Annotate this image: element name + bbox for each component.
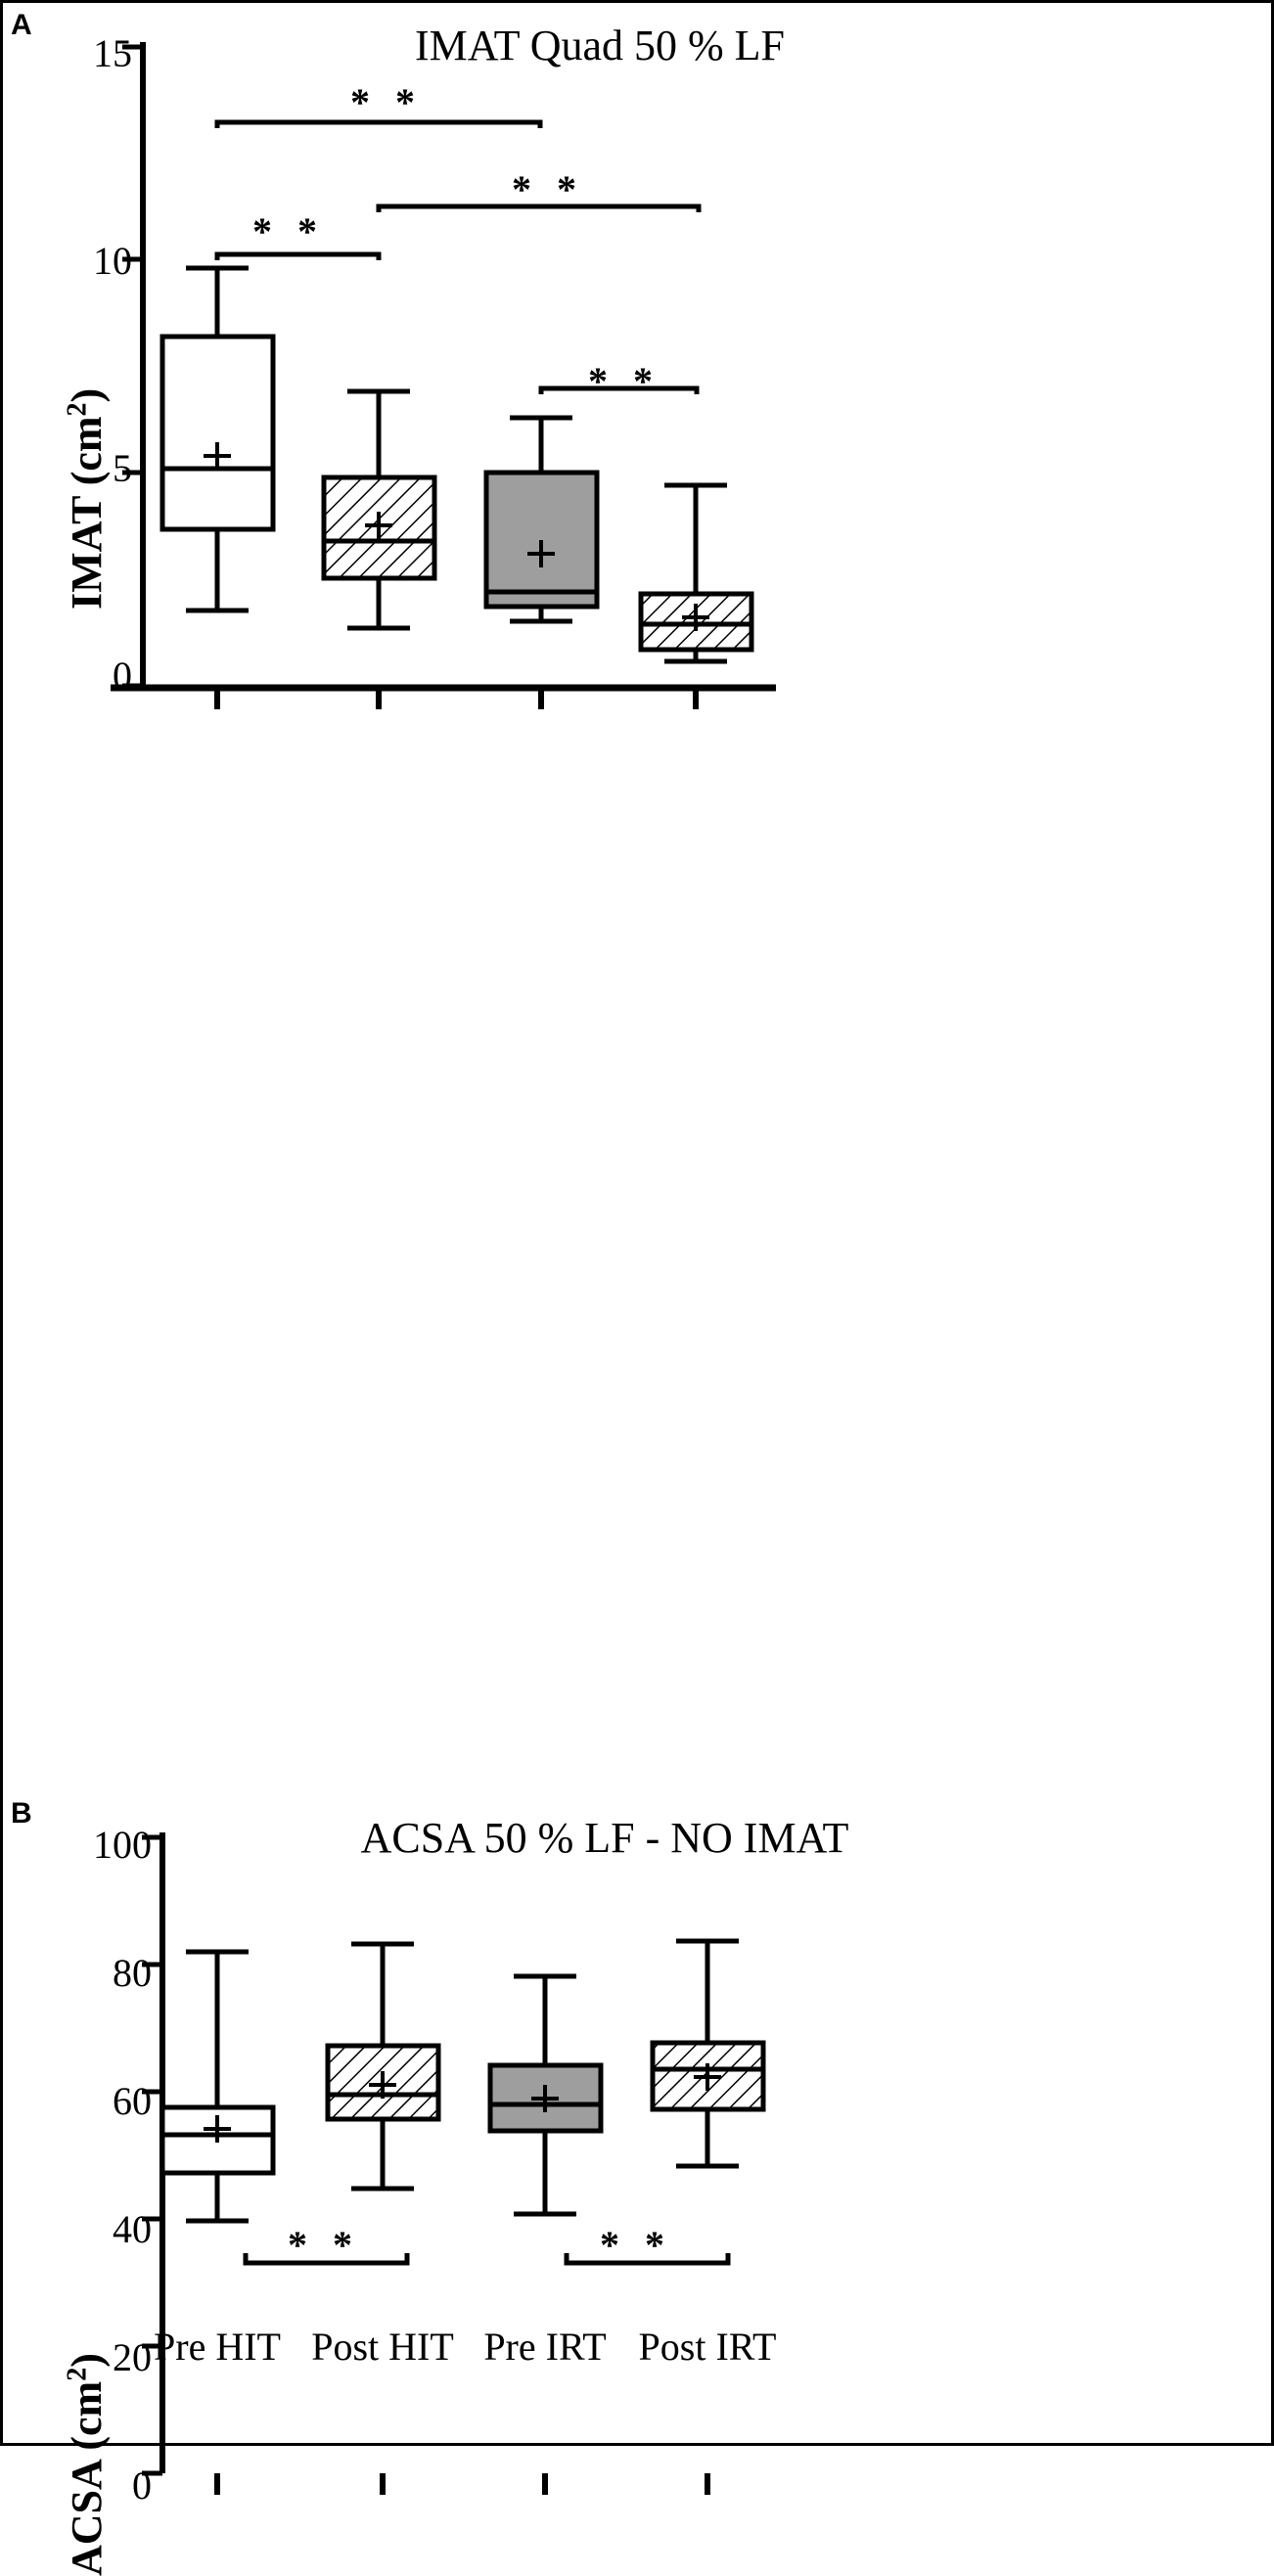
panel-a-plot <box>3 3 1274 1226</box>
panel-a-ytick-15: 15 <box>93 31 132 75</box>
panel-a-letter: A <box>11 9 32 41</box>
panel-a-ytick-10: 10 <box>93 239 132 283</box>
panel-b-sig-1: * * <box>288 2223 360 2267</box>
panel-a-ytick-5: 5 <box>113 446 132 490</box>
panel-b-xtick-post-hit: Post HIT <box>311 2325 454 2369</box>
panel-b-title: ACSA 50 % LF - NO IMAT <box>360 1814 849 1862</box>
panel-b-y-axis-label: ACSA $(cm^2)$ <box>62 2353 111 2576</box>
panel-a-y-axis-label: IMAT $(cm^2)$ <box>62 387 111 610</box>
panel-b-plot <box>3 1226 1274 2449</box>
panel-a-ytick-0: 0 <box>113 654 132 698</box>
panel-b-ytick-0: 0 <box>132 2463 152 2508</box>
panel-a-sig-4: * * <box>588 359 660 403</box>
panel-b-letter: B <box>11 1797 32 1830</box>
panel-a-title: IMAT Quad 50 % LF <box>414 22 786 69</box>
panel-b-xtick-pre-irt: Pre IRT <box>483 2325 607 2369</box>
panel-a <box>3 3 1274 1226</box>
panel-b-ytick-40: 40 <box>113 2207 152 2251</box>
panel-b-xtick-pre-hit: Pre HIT <box>154 2325 281 2369</box>
panel-a-sig-2: * * <box>512 167 584 211</box>
panel-b-xtick-post-irt: Post IRT <box>638 2325 777 2369</box>
panel-b-ytick-20: 20 <box>113 2335 152 2379</box>
panel-a-sig-3: * * <box>252 209 325 253</box>
panel-a-sig-1: * * <box>350 80 423 124</box>
panel-b-ytick-100: 100 <box>93 1823 152 1867</box>
panel-b-ytick-80: 80 <box>113 1951 152 1995</box>
panel-b-ytick-60: 60 <box>113 2079 152 2123</box>
panel-b <box>3 1226 1274 2576</box>
panel-b-sig-2: * * <box>600 2223 672 2267</box>
